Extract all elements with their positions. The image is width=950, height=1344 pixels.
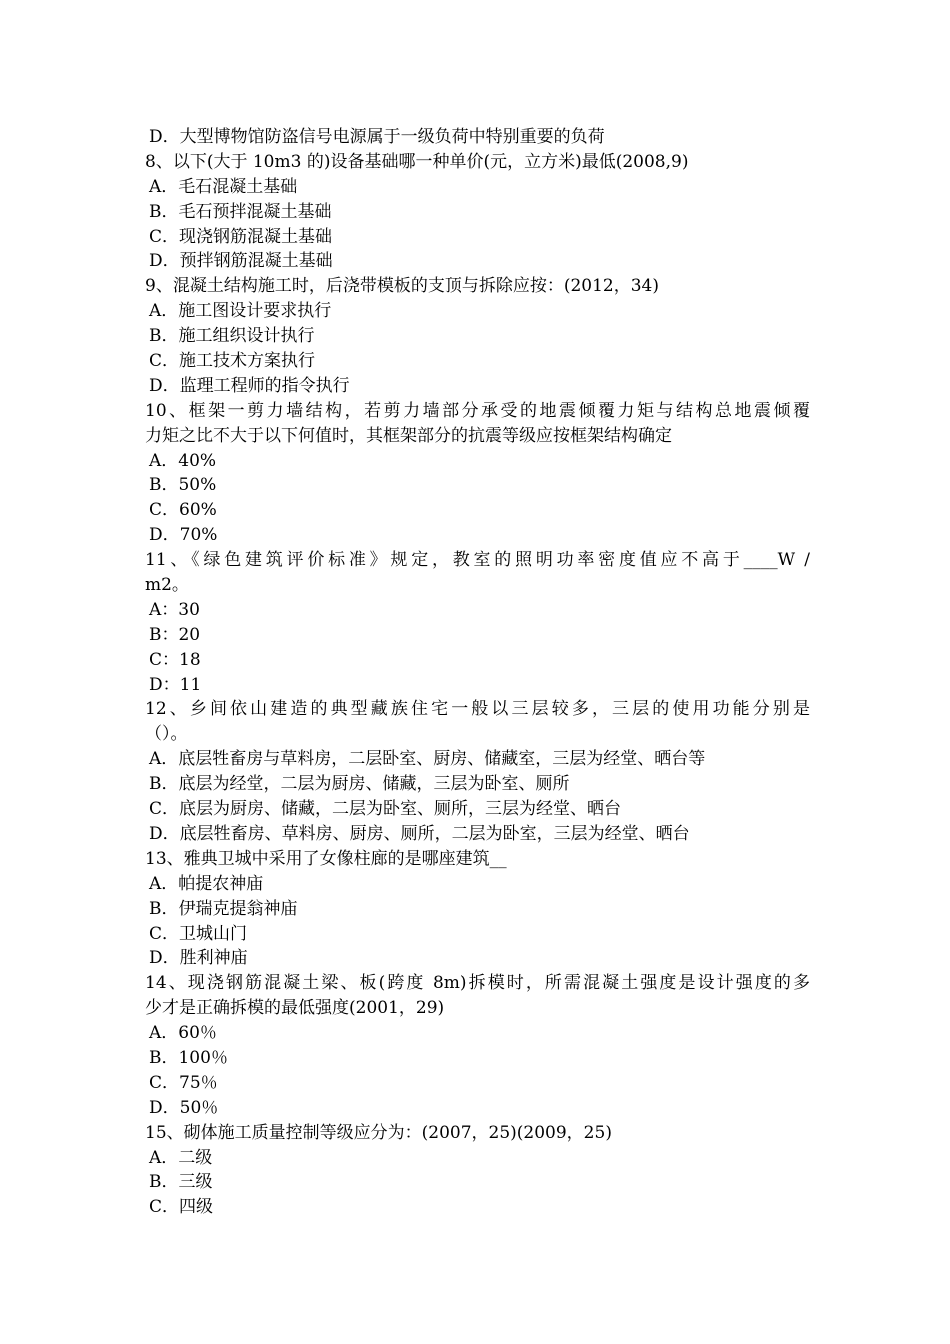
answer-option: C．四级 xyxy=(149,1197,214,1218)
question-text: 13、雅典卫城中采用了女像柱廊的是哪座建筑__ xyxy=(145,848,507,869)
answer-option: B．施工组织设计执行 xyxy=(149,326,315,347)
answer-option: B．毛石预拌混凝土基础 xyxy=(149,201,332,222)
answer-option: C．75％ xyxy=(149,1072,218,1093)
answer-option: A．底层牲畜房与草料房，二层卧室、厨房、储藏室，三层为经堂、晒台等 xyxy=(149,749,706,770)
answer-option: B．50% xyxy=(149,475,217,496)
question-text: 10、框架一剪力墙结构，若剪力墙部分承受的地震倾覆力矩与结构总地震倾覆 xyxy=(145,400,810,421)
answer-option: C：18 xyxy=(149,649,201,670)
question-text: 力矩之比不大于以下何值时，其框架部分的抗震等级应按框架结构确定 xyxy=(145,425,672,446)
question-text: 少才是正确拆模的最低强度(2001，29) xyxy=(145,998,445,1019)
answer-option: C．底层为厨房、储藏，二层为卧室、厕所，三层为经堂、晒台 xyxy=(149,799,622,820)
answer-option: B．100％ xyxy=(149,1047,228,1068)
answer-option: D．预拌钢筋混凝土基础 xyxy=(149,251,333,272)
question-text: （）。 xyxy=(145,724,188,745)
question-text: 15、砌体施工质量控制等级应分为：(2007，25)(2009，25) xyxy=(145,1122,612,1143)
answer-option: B．底层为经堂，二层为厨房、储藏，三层为卧室、厕所 xyxy=(149,774,570,795)
question-text: 14、现浇钢筋混凝土梁、板(跨度 8m)拆模时，所需混凝土强度是设计强度的多 xyxy=(145,973,810,994)
answer-option: D．50％ xyxy=(149,1097,219,1118)
answer-option: C．60% xyxy=(149,500,217,521)
question-text: 12、乡间依山建造的典型藏族住宅一般以三层较多，三层的使用功能分别是 xyxy=(145,699,810,720)
answer-option: A．帕提农神庙 xyxy=(149,873,264,894)
answer-option: B：20 xyxy=(149,624,201,645)
answer-option: A．毛石混凝土基础 xyxy=(149,176,298,197)
answer-option: C．施工技术方案执行 xyxy=(149,351,316,372)
answer-option: D．大型博物馆防盗信号电源属于一级负荷中特别重要的负荷 xyxy=(149,127,605,147)
answer-option: D．胜利神庙 xyxy=(149,948,248,969)
answer-option: A．60％ xyxy=(149,1023,217,1044)
answer-option: A．施工图设计要求执行 xyxy=(149,301,332,322)
answer-option: C．卫城山门 xyxy=(149,923,248,944)
answer-option: D：11 xyxy=(149,674,202,695)
question-text: m2。 xyxy=(145,575,189,596)
answer-option: A．40% xyxy=(149,450,217,471)
answer-option: C．现浇钢筋混凝土基础 xyxy=(149,226,333,247)
question-text: 9、混凝土结构施工时，后浇带模板的支顶与拆除应按：(2012，34) xyxy=(145,276,659,297)
answer-option: D．70% xyxy=(149,525,218,546)
answer-option: A：30 xyxy=(149,599,200,620)
answer-option: D．底层牲畜房、草料房、厨房、厕所，二层为卧室，三层为经堂、晒台 xyxy=(149,823,690,844)
question-text: 11、《绿色建筑评价标准》规定，教室的照明功率密度值应不高于____W / xyxy=(145,550,810,571)
question-text: 8、以下(大于 10m3 的)设备基础哪一种单价(元，立方米)最低(2008,9) xyxy=(145,151,689,172)
document-body xyxy=(145,125,810,1220)
answer-option: B．三级 xyxy=(149,1172,213,1193)
answer-option: D．监理工程师的指令执行 xyxy=(149,375,350,396)
answer-option: B．伊瑞克提翁神庙 xyxy=(149,898,298,919)
answer-option: A．二级 xyxy=(149,1147,213,1168)
